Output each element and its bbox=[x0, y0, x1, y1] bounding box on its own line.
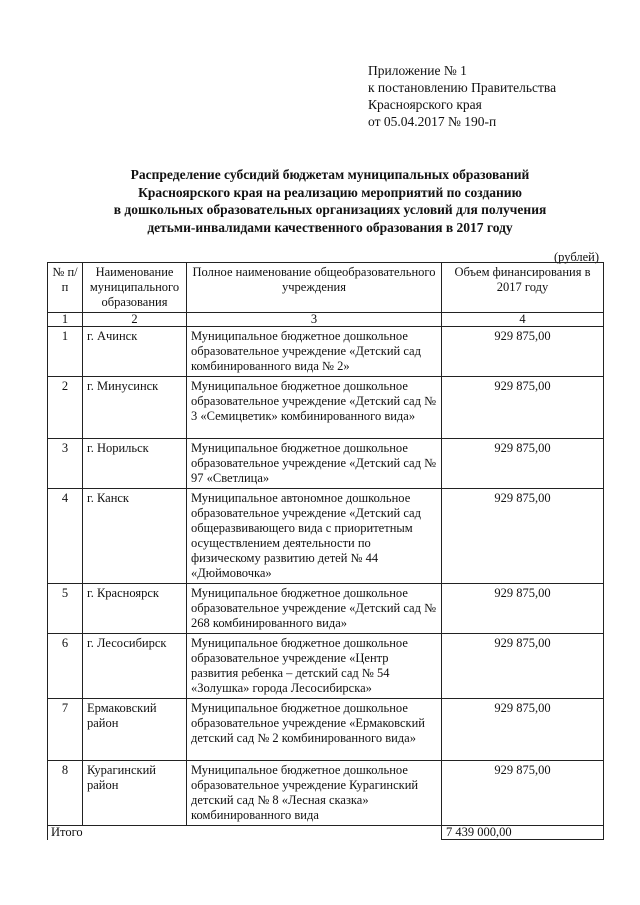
row-municipality: Ермаковский район bbox=[83, 699, 187, 761]
document-title bbox=[50, 166, 610, 236]
row-municipality: Курагинский район bbox=[83, 761, 187, 826]
appendix-line-4: от 05.04.2017 № 190-п bbox=[368, 114, 497, 129]
column-index: 1 bbox=[48, 313, 83, 327]
appendix-line-1: Приложение № 1 bbox=[368, 63, 467, 78]
row-institution: Муниципальное автономное дошкольное образовательное учреждение «Детский сад общеразвивающего вида с приоритетным осуществлением деятельности по физическому развитию детей № 44 «Дюймовочка» bbox=[187, 489, 442, 584]
row-amount: 929 875,00 bbox=[442, 327, 604, 377]
column-index: 4 bbox=[442, 313, 604, 327]
row-amount: 929 875,00 bbox=[442, 377, 604, 439]
row-municipality: г. Лесосибирск bbox=[83, 634, 187, 699]
table-row bbox=[48, 634, 604, 699]
header-institution: Полное наименование общеобразовательного учреждения bbox=[187, 263, 442, 313]
row-amount: 929 875,00 bbox=[442, 439, 604, 489]
table-row bbox=[48, 327, 604, 377]
appendix-line-2: к постановлению Правительства bbox=[368, 80, 557, 95]
title-line-4: детьми-инвалидами качественного образования в 2017 году bbox=[147, 219, 513, 235]
row-amount: 929 875,00 bbox=[442, 634, 604, 699]
table-row bbox=[48, 489, 604, 584]
column-index: 3 bbox=[187, 313, 442, 327]
row-institution: Муниципальное бюджетное дошкольное образовательное учреждение «Ермаковский детский сад № 2 комбинированного вида» bbox=[187, 699, 442, 761]
row-municipality: г. Ачинск bbox=[83, 327, 187, 377]
row-institution: Муниципальное бюджетное дошкольное образовательное учреждение «Центр развития ребенка – детский сад № 54 «Золушка» города Лесосибирска» bbox=[187, 634, 442, 699]
row-institution: Муниципальное бюджетное дошкольное образовательное учреждение «Детский сад № 97 «Светлица» bbox=[187, 439, 442, 489]
header-amount: Объем финансирования в 2017 году bbox=[442, 263, 604, 313]
table-header-row bbox=[48, 263, 604, 313]
financing-table bbox=[47, 262, 604, 840]
total-amount: 7 439 000,00 bbox=[442, 826, 604, 840]
total-label: Итого bbox=[48, 826, 442, 840]
row-institution: Муниципальное бюджетное дошкольное образовательное учреждение «Детский сад № 3 «Семицветик» комбинированного вида» bbox=[187, 377, 442, 439]
row-num: 1 bbox=[48, 327, 83, 377]
row-num: 3 bbox=[48, 439, 83, 489]
row-amount: 929 875,00 bbox=[442, 584, 604, 634]
table-row bbox=[48, 699, 604, 761]
column-index-row bbox=[48, 313, 604, 327]
header-municipality: Наименование муниципального образования bbox=[83, 263, 187, 313]
row-num: 5 bbox=[48, 584, 83, 634]
row-num: 6 bbox=[48, 634, 83, 699]
row-municipality: г. Минусинск bbox=[83, 377, 187, 439]
row-num: 7 bbox=[48, 699, 83, 761]
row-amount: 929 875,00 bbox=[442, 761, 604, 826]
total-row bbox=[48, 826, 604, 840]
row-institution: Муниципальное бюджетное дошкольное образовательное учреждение Курагинский детский сад № 8 «Лесная сказка» комбинированного вида bbox=[187, 761, 442, 826]
row-amount: 929 875,00 bbox=[442, 699, 604, 761]
row-municipality: г. Норильск bbox=[83, 439, 187, 489]
header-num: № п/п bbox=[48, 263, 83, 313]
row-amount: 929 875,00 bbox=[442, 489, 604, 584]
row-institution: Муниципальное бюджетное дошкольное образовательное учреждение «Детский сад № 268 комбинированного вида» bbox=[187, 584, 442, 634]
appendix-line-3: Красноярского края bbox=[368, 97, 482, 112]
appendix-header bbox=[368, 62, 556, 130]
row-municipality: г. Красноярск bbox=[83, 584, 187, 634]
table-row bbox=[48, 584, 604, 634]
row-municipality: г. Канск bbox=[83, 489, 187, 584]
row-num: 4 bbox=[48, 489, 83, 584]
title-line-1: Распределение субсидий бюджетам муниципальных образований bbox=[130, 167, 530, 182]
table-row bbox=[48, 377, 604, 439]
row-institution: Муниципальное бюджетное дошкольное образовательное учреждение «Детский сад комбинированного вида № 2» bbox=[187, 327, 442, 377]
title-line-2: Красноярского края на реализацию мероприятий по созданию bbox=[138, 184, 522, 200]
row-num: 8 bbox=[48, 761, 83, 826]
column-index: 2 bbox=[83, 313, 187, 327]
table-row bbox=[48, 761, 604, 826]
table-row bbox=[48, 439, 604, 489]
units-label: (рублей) bbox=[554, 250, 600, 264]
title-line-3: в дошкольных образовательных организациях условий для получения bbox=[113, 202, 547, 217]
row-num: 2 bbox=[48, 377, 83, 439]
